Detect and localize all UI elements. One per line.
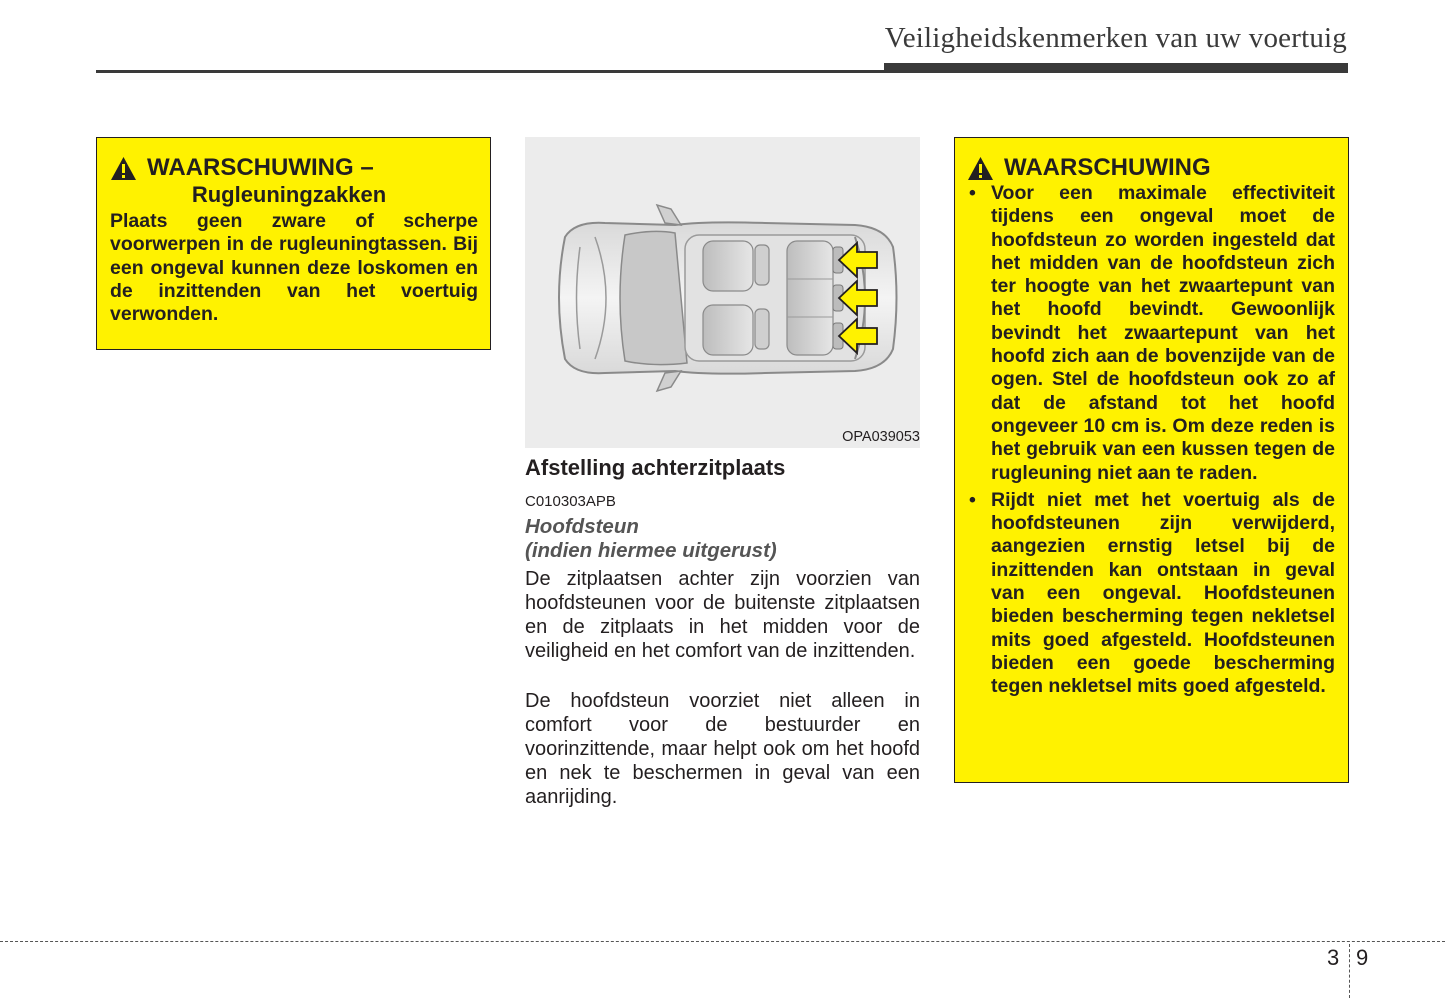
footer-rule [0, 941, 1445, 942]
page-number: 9 [1356, 945, 1369, 970]
warning-bullet [967, 489, 1335, 699]
warning-bullet [967, 182, 1335, 485]
section-heading: Afstelling achterzitplaats [525, 455, 786, 480]
figure-code: OPA039053 [842, 429, 920, 445]
warning-title: WAARSCHUWING [1004, 154, 1211, 181]
warning-heading [967, 154, 1335, 182]
bullet-text: Rijdt niet met het voertuig als de hoofdsteunen zijn verwijderd, aangezien ernstig letsel bij de inzittenden kan ontstaan in geval van een ongeval. Hoofdsteunen bieden bescherming tegen nekletsel mits goed afgesteld. Hoofdsteunen bieden een goede bescherming tegen nekletsel mits goed afgesteld. [991, 488, 1335, 698]
body-paragraph: De zitplaatsen achter zijn voorzien van hoofdsteunen voor de buitenste zitplaatsen en de zitplaats in het midden voor de veiligheid en het comfort van de inzittenden. [525, 568, 920, 662]
warning-box-seatback-pockets [96, 137, 491, 350]
warning-triangle-icon [967, 156, 994, 181]
car-headrest-figure [525, 137, 920, 448]
bullet-icon: • [969, 182, 976, 204]
subheading-line: Hoofdsteun [525, 515, 639, 538]
body-paragraph: De hoofdsteun voorziet niet alleen in comfort voor de bestuurder en voorinzittende, maar helpt ook om het hoofd en nek te beschermen in geval van een aanrijding. [525, 690, 920, 808]
subheading-line: (indien hiermee uitgerust) [525, 539, 777, 562]
footer-divider [1349, 944, 1350, 998]
warning-title: WAARSCHUWING – [147, 154, 374, 181]
bullet-icon: • [969, 488, 976, 511]
warning-box-headrest [954, 137, 1349, 783]
warning-heading [110, 154, 478, 182]
chapter-number: 3 [1327, 945, 1340, 970]
warning-triangle-icon [110, 156, 137, 181]
car-top-view-illustration [525, 137, 920, 448]
page-header-title: Veiligheidskenmerken van uw voertuig [884, 22, 1347, 54]
bullet-text: Voor een maximale effectiviteit tijdens een ongeval moet de hoofdsteun zo worden ingesteld dat het midden van de hoofdsteun zich ter hoogte van het zwaartepunt van het hoofd bevindt. Gewoonlijk bevindt het zwaartepunt van het hoofd zich aan de bovenzijde van de ogen. Stel de hoofdsteun ook zo af dat de afstand tot het hoofd ongeveer 10 cm is. Om deze reden is het gebruik van een kussen tegen de rugleuning niet aan te raden. [991, 182, 1335, 484]
warning-subtitle: Rugleuningzakken [191, 182, 387, 207]
subsection-heading [525, 515, 920, 563]
warning-text: Plaats geen zware of scherpe voorwerpen in de rugleuningtassen. Bij een ongeval kunnen deze loskomen en de inzittenden van het voertuig verwonden. [110, 210, 478, 326]
header-rule-bold [884, 63, 1348, 73]
section-code: C010303APB [525, 493, 616, 510]
